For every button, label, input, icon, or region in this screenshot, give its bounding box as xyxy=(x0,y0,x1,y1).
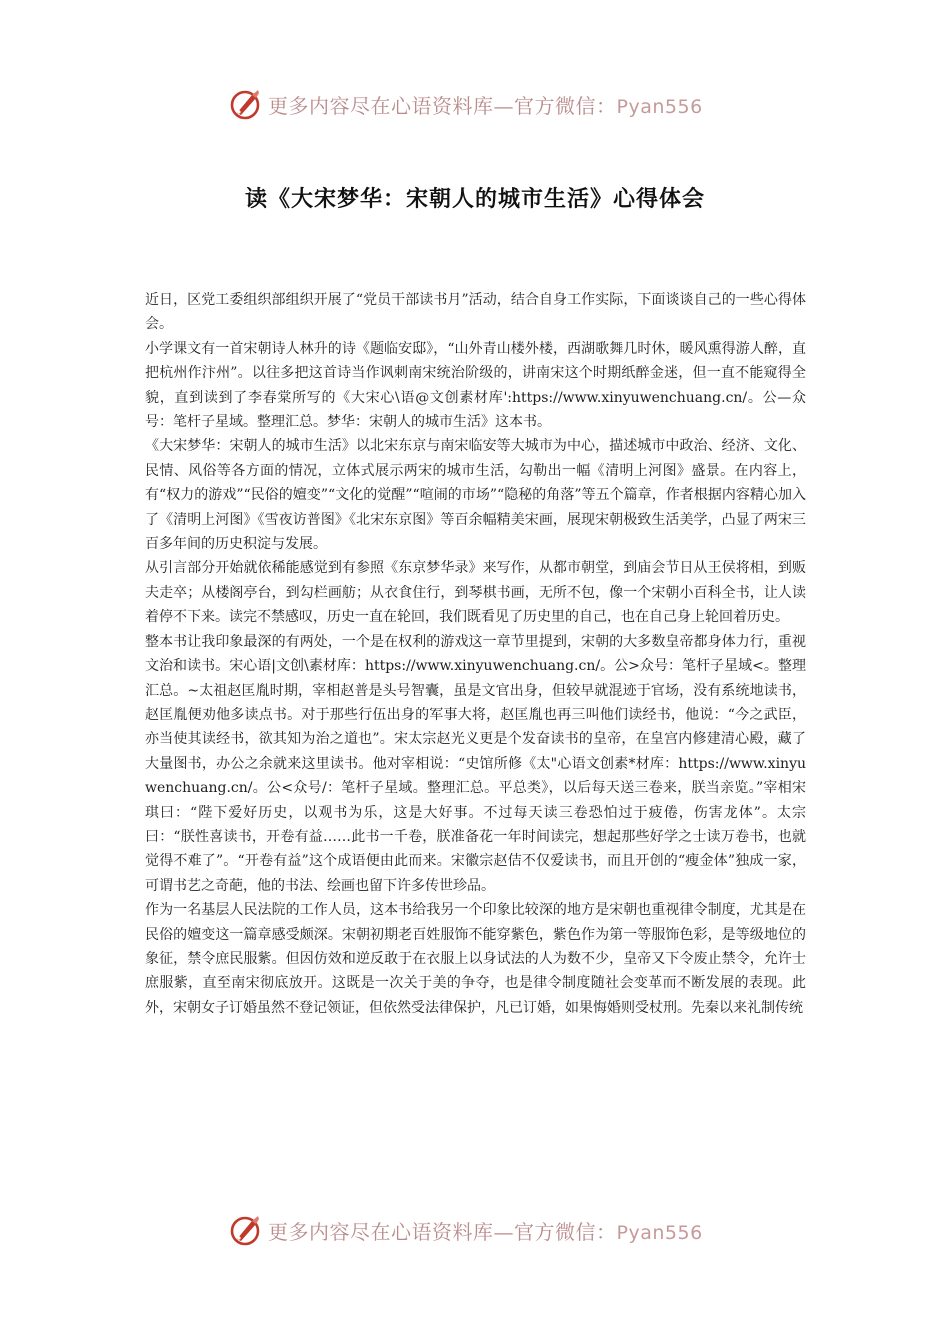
banner-text-cn: 更多内容尽在心语资料库—官方微信： xyxy=(268,93,617,118)
paragraph-5: 整本书让我印象最深的有两处，一个是在权利的游戏这一章节里提到，宋朝的大多数皇帝都身体力行，重视文治和读书。宋心语|文创\素材库：https://www.xinyuwenchuang.cn/。公>众号：笔杆子星域<。整理汇总。~太祖赵匡胤时期，宰相赵普是头号智囊，虽是文官出身，但较早就混迹于官场，没有系统地读书，赵匡胤便劝他多读点书。对于那些行伍出身的军事大将，赵匡胤也再三叫他们读经书，他说：“今之武臣，亦当使其读经书，欲其知为治之道也”。宋太宗赵光义更是个发奋读书的皇帝，在皇宫内修建清心殿，藏了大量图书，办公之余就来这里读书。他对宰相说：“史馆所修《太"心语文创素*材库：https://www.xinyuwenchuang.cn/。公<众号/：笔杆子星域。整理汇总。平总类》，以后每天送三卷来，朕当亲览。”宰相宋琪曰：“陛下爱好历史，以观书为乐，这是大好事。不过每天读三卷恐怕过于疲倦，伤害龙体”。太宗曰：“朕性喜读书，开卷有益……此书一千卷，朕准备花一年时间读完，想起那些好学之士读万卷书，也就觉得不难了”。“开卷有益”这个成语便由此而来。宋徽宗赵佶不仅爱读书，而且开创的“瘦金体”独成一家，可谓书艺之奇葩，他的书法、绘画也留下许多传世珍品。 xyxy=(145,633,806,894)
paragraph-6: 作为一名基层人民法院的工作人员，这本书给我另一个印象比较深的地方是宋朝也重视律令制度，尤其是在民俗的嬗变这一篇章感受颇深。宋朝初期老百姓服饰不能穿紫色，紫色作为第一等服饰色彩，是等级地位的象征，禁令庶民服紫。但因仿效和逆反敢于在衣服上以身试法的人为数不少，皇帝又下令废止禁令，允许士庶服紫，直至南宋彻底放开。这既是一次关于美的争夺，也是律令制度随社会变革而不断发展的表现。此外，宋朝女子订婚虽然不登记领证，但依然受法律保护，凡已订婚，如果悔婚则受杖刑。先秦以来礼制传统 xyxy=(145,902,806,1016)
document-body xyxy=(145,288,806,1020)
banner-text xyxy=(268,90,703,119)
header-watermark-banner xyxy=(0,84,950,124)
paragraph-3: 《大宋梦华：宋朝人的城市生活》以北宋东京与南宋临安等大城市为中心，描述城市中政治、经济、文化、民情、风俗等各方面的情况，立体式展示两宋的城市生活，勾勒出一幅《清明上河图》盛景。在内容上，有“权力的游戏”“民俗的嬗变”“文化的觉醒”“喧闹的市场”“隐秘的角落”等五个篇章，作者根据内容精心加入了《清明上河图》《雪夜访普图》《北宋东京图》等百余幅精美宋画，展现宋朝极致生活美学，凸显了两宋三百多年间的历史积淀与发展。 xyxy=(145,438,806,553)
banner-wechat-id: Pyan556 xyxy=(616,95,703,118)
paragraph-4: 从引言部分开始就依稀能感觉到有参照《东京梦华录》来写作，从都市朝堂，到庙会节日从王侯将相，到贩夫走卒；从楼阁亭台，到勾栏画舫；从衣食住行，到琴棋书画，无所不包，像一个宋朝小百科全书，让人读着停不下来。读完不禁感叹，历史一直在轮回，我们既看见了历史里的自己，也在自己身上轮回着历史。 xyxy=(145,560,806,626)
pen-circle-logo-icon xyxy=(228,87,262,121)
banner-text-cn: 更多内容尽在心语资料库—官方微信： xyxy=(268,1219,617,1244)
paragraph-1: 近日，区党工委组织部组织开展了“党员干部读书月”活动，结合自身工作实际，下面谈谈自己的一些心得体会。 xyxy=(145,292,806,333)
document-title: 读《大宋梦华：宋朝人的城市生活》心得体会 xyxy=(244,187,705,212)
banner-text xyxy=(268,1216,703,1245)
pen-circle-logo-icon xyxy=(228,1213,262,1247)
banner-wechat-id: Pyan556 xyxy=(616,1221,703,1244)
paragraph-2: 小学课文有一首宋朝诗人林升的诗《题临安邸》，“山外青山楼外楼，西湖歌舞几时休，暖风熏得游人醉，直把杭州作汴州”。以往多把这首诗当作讽刺南宋统治阶级的，讲南宋这个时期纸醉金迷，但一直不能窥得全貌，直到读到了李春棠所写的《大宋心\语@文创素材库':https://www.xinyuwenchuang.cn/。公—众号：笔杆子星域。整理汇总。梦华：宋朝人的城市生活》这本书。 xyxy=(145,340,806,431)
footer-watermark-banner xyxy=(0,1210,950,1250)
